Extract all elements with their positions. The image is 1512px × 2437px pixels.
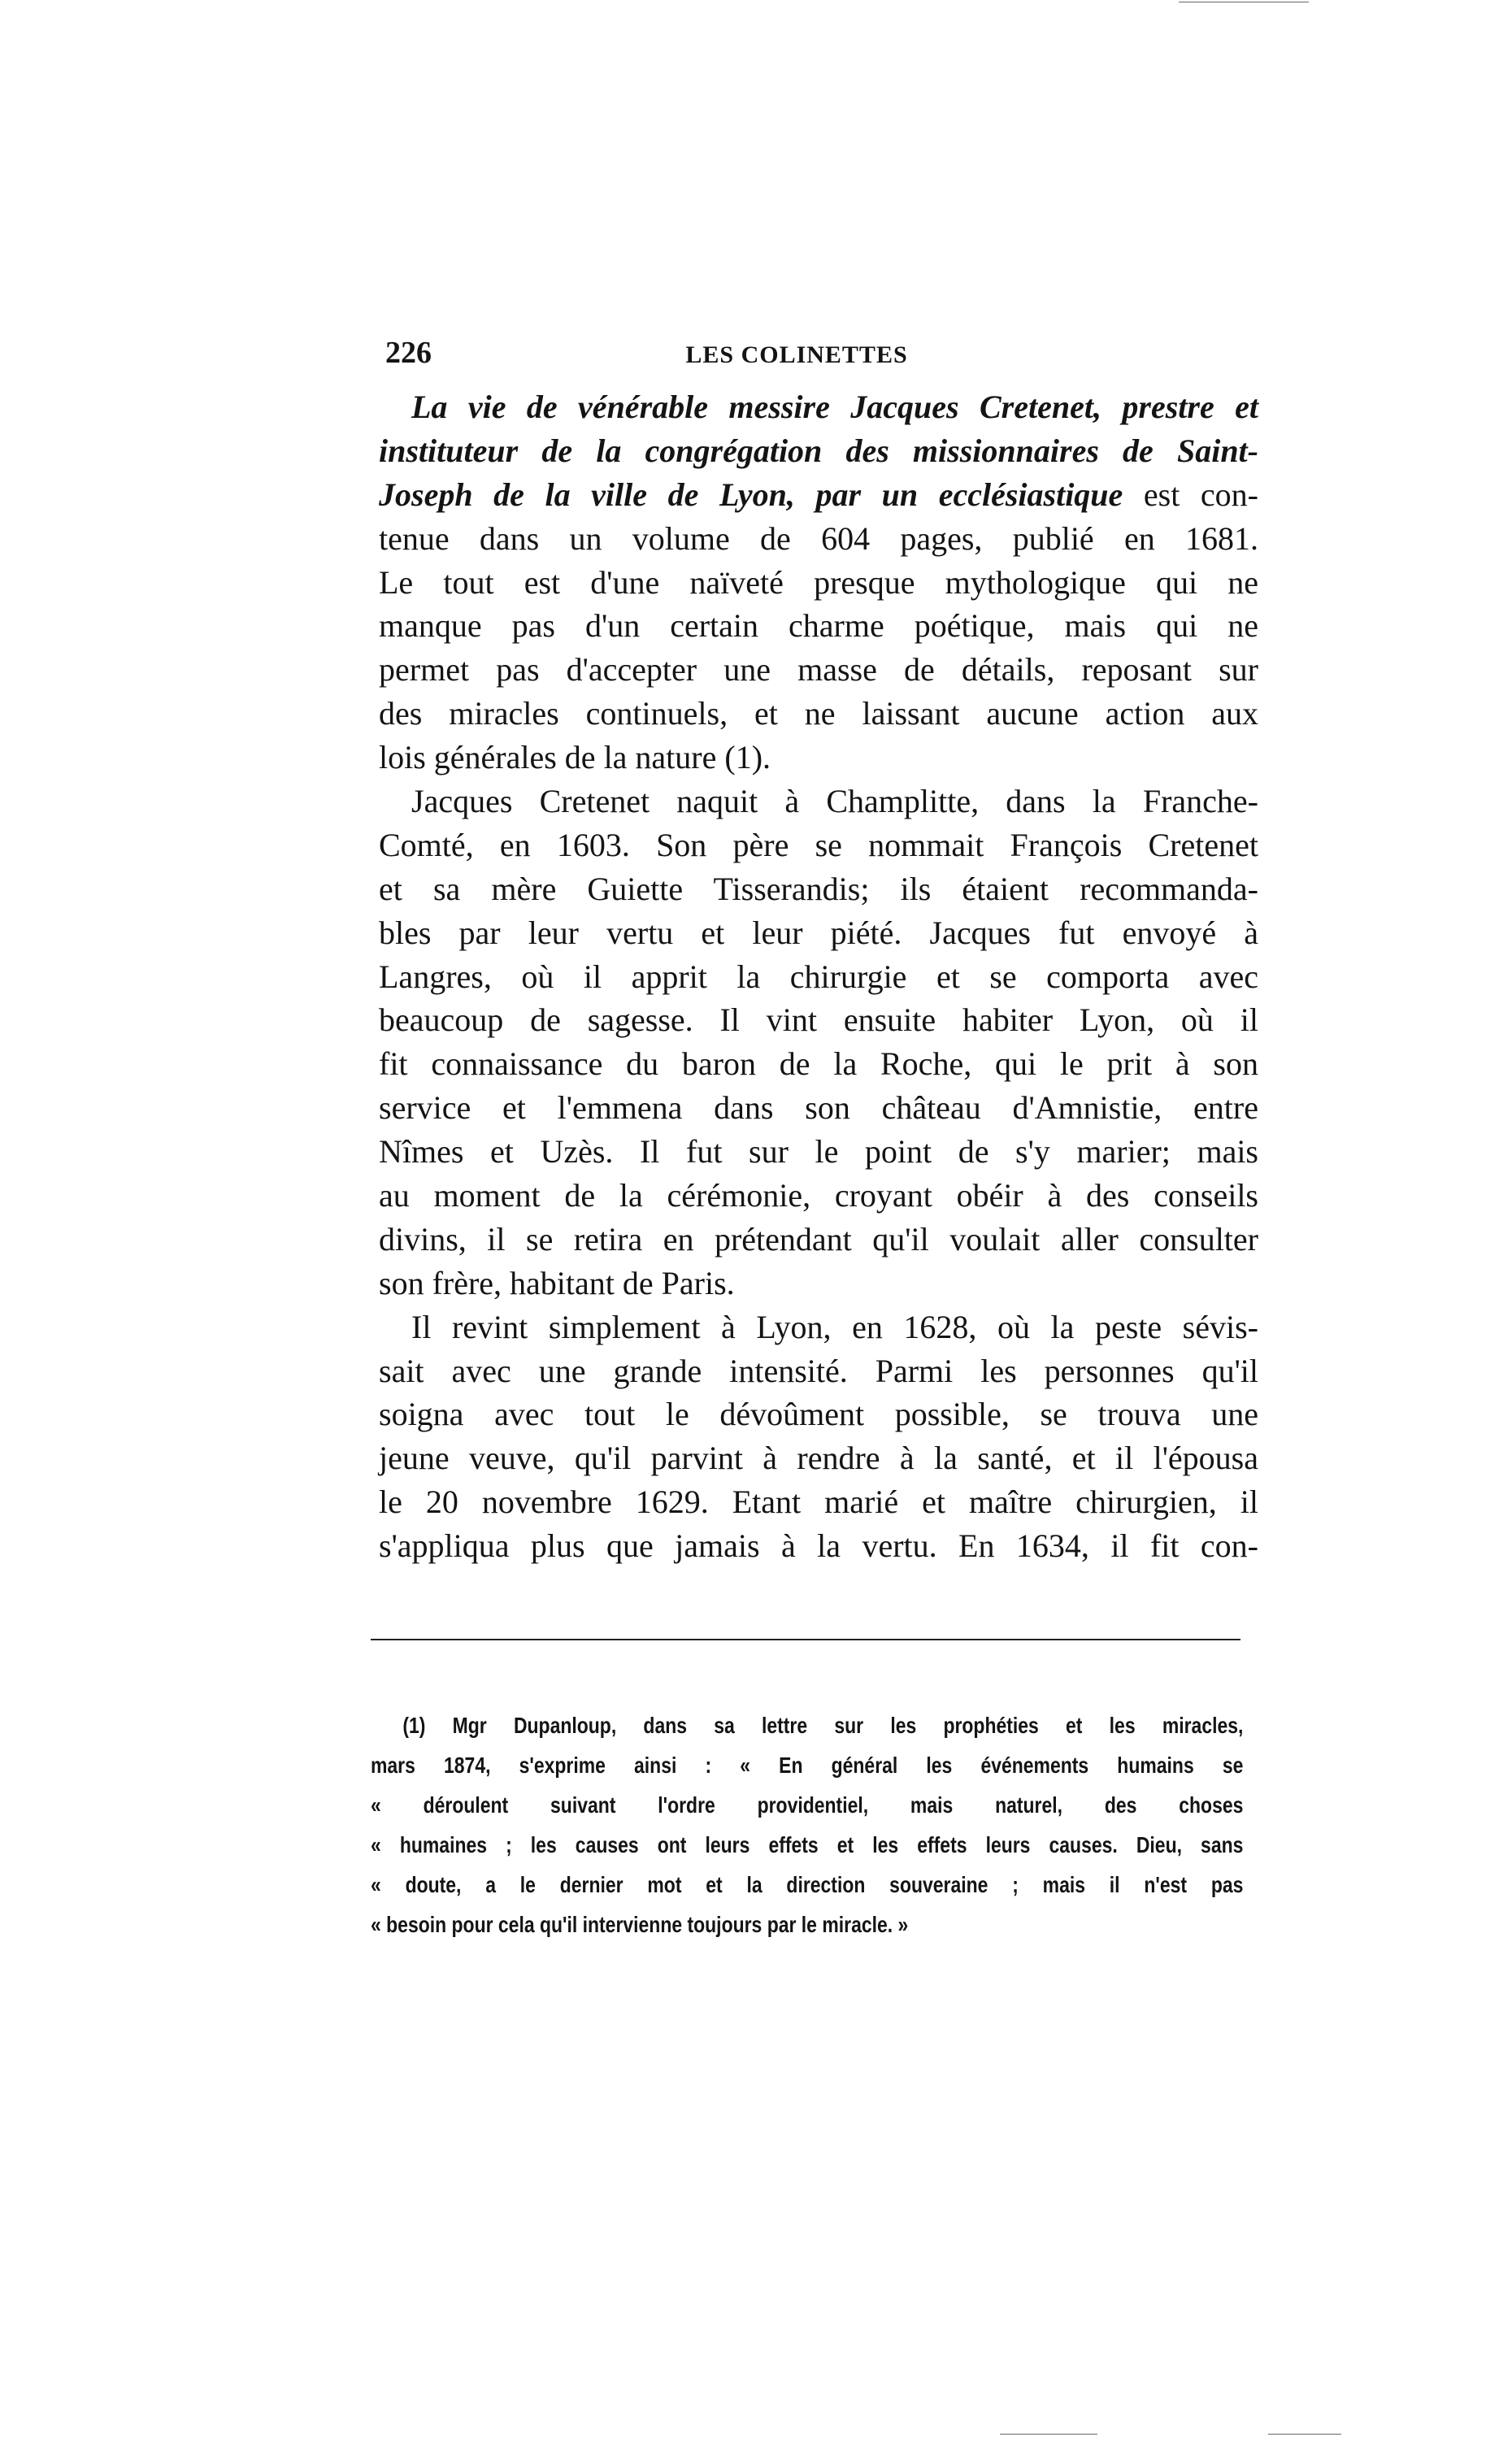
footnote-line: « humaines ; les causes ont leurs effets et les effets leurs causes. Dieu, sans bbox=[371, 1832, 1244, 1857]
text-line bbox=[379, 867, 1258, 911]
text-line bbox=[379, 1086, 1258, 1130]
line-text: est con- bbox=[1123, 476, 1258, 513]
text-line bbox=[379, 648, 1258, 692]
line-text: s'appliqua plus que jamais à la vertu. En 1634, il fit con- bbox=[379, 1527, 1258, 1565]
text-line bbox=[379, 1436, 1258, 1480]
line-text: au moment de la cérémonie, croyant obéir à des conseils bbox=[379, 1177, 1258, 1214]
text-line bbox=[379, 561, 1258, 605]
line-text: manque pas d'un certain charme poétique, mais qui ne bbox=[379, 607, 1258, 645]
text-line bbox=[379, 955, 1258, 999]
text-line bbox=[379, 385, 1258, 429]
text-line bbox=[379, 823, 1258, 867]
running-title: LES COLINETTES bbox=[685, 341, 908, 368]
line-text: son frère, habitant de Paris. bbox=[379, 1264, 735, 1301]
line-text: Comté, en 1603. Son père se nommait François Cretenet bbox=[379, 826, 1258, 863]
text-line bbox=[379, 1042, 1258, 1086]
line-text: et sa mère Guiette Tisserandis; ils étaient recommanda- bbox=[379, 870, 1258, 907]
text-line bbox=[379, 517, 1258, 561]
text-line bbox=[379, 604, 1258, 648]
line-text: soigna avec tout le dévoûment possible, se trouva une bbox=[379, 1396, 1258, 1433]
footnote-line: « doute, a le dernier mot et la direction souveraine ; mais il n'est pas bbox=[371, 1872, 1244, 1897]
line-text: service et l'emmena dans son château d'Amnistie, entre bbox=[379, 1089, 1258, 1127]
line-text: sait avec une grande intensité. Parmi les personnes qu'il bbox=[379, 1352, 1258, 1389]
body-text bbox=[379, 385, 1258, 1568]
text-line bbox=[379, 1218, 1258, 1262]
footnote-line: (1) Mgr Dupanloup, dans sa lettre sur les prophéties et les miracles, bbox=[402, 1713, 1244, 1738]
line-text: beaucoup de sagesse. Il vint ensuite habiter Lyon, où il bbox=[379, 1001, 1258, 1039]
text-line bbox=[379, 1524, 1258, 1568]
line-text: divins, il se retira en prétendant qu'il voulait aller consulter bbox=[379, 1220, 1258, 1258]
scan-mark bbox=[1268, 2434, 1341, 2435]
text-line bbox=[379, 1130, 1258, 1174]
footnote-line: « déroulent suivant l'ordre providentiel, mais naturel, des choses bbox=[371, 1792, 1244, 1818]
line-text: Il revint simplement à Lyon, en 1628, où la peste sévis- bbox=[411, 1308, 1258, 1345]
text-line bbox=[379, 1349, 1258, 1393]
text-line bbox=[379, 1174, 1258, 1218]
line-text: fit connaissance du baron de la Roche, qui le prit à son bbox=[379, 1045, 1258, 1083]
line-text: lois générales de la nature (1). bbox=[379, 739, 771, 776]
line-text: Le tout est d'une naïveté presque mythologique qui ne bbox=[379, 563, 1258, 601]
text-line bbox=[379, 692, 1258, 736]
italic-title-text: instituteur de la congrégation des missionnaires de Saint- bbox=[379, 432, 1258, 469]
line-text: jeune veuve, qu'il parvint à rendre à la santé, et il l'épousa bbox=[379, 1440, 1258, 1477]
text-line bbox=[379, 780, 1258, 823]
text-line bbox=[379, 1305, 1258, 1349]
text-line bbox=[379, 1480, 1258, 1524]
line-text: des miracles continuels, et ne laissant aucune action aux bbox=[379, 695, 1258, 732]
line-text: Nîmes et Uzès. Il fut sur le point de s'y marier; mais bbox=[379, 1133, 1258, 1171]
line-text: tenue dans un volume de 604 pages, publié en 1681. bbox=[379, 519, 1258, 557]
scan-mark bbox=[1000, 2434, 1097, 2435]
text-line bbox=[379, 429, 1258, 473]
footnote-line: mars 1874, s'exprime ainsi : « En général les événements humains se bbox=[371, 1753, 1244, 1778]
line-text: permet pas d'accepter une masse de détails, reposant sur bbox=[379, 651, 1258, 689]
text-line bbox=[379, 1392, 1258, 1436]
italic-title-text: La vie de vénérable messire Jacques Cretenet, prestre et bbox=[411, 389, 1258, 425]
text-line bbox=[379, 911, 1258, 955]
footnote-rule bbox=[371, 1639, 1240, 1640]
italic-title-text: Joseph de la ville de Lyon, par un ecclésiastique bbox=[379, 476, 1123, 513]
text-line bbox=[379, 736, 1258, 780]
line-text: le 20 novembre 1629. Etant marié et maître chirurgien, il bbox=[379, 1483, 1258, 1521]
line-text: Jacques Cretenet naquit à Champlitte, dans la Franche- bbox=[411, 783, 1258, 820]
footnotes bbox=[371, 1705, 1243, 1944]
page-number: 226 bbox=[385, 336, 432, 370]
line-text: Langres, où il apprit la chirurgie et se comporta avec bbox=[379, 958, 1258, 995]
text-line bbox=[379, 998, 1258, 1042]
text-line bbox=[379, 1262, 1258, 1305]
text-line bbox=[379, 473, 1258, 517]
line-text: bles par leur vertu et leur piété. Jacques fut envoyé à bbox=[379, 914, 1258, 951]
footnote-line: « besoin pour cela qu'il intervienne toujours par le miracle. » bbox=[371, 1912, 909, 1937]
